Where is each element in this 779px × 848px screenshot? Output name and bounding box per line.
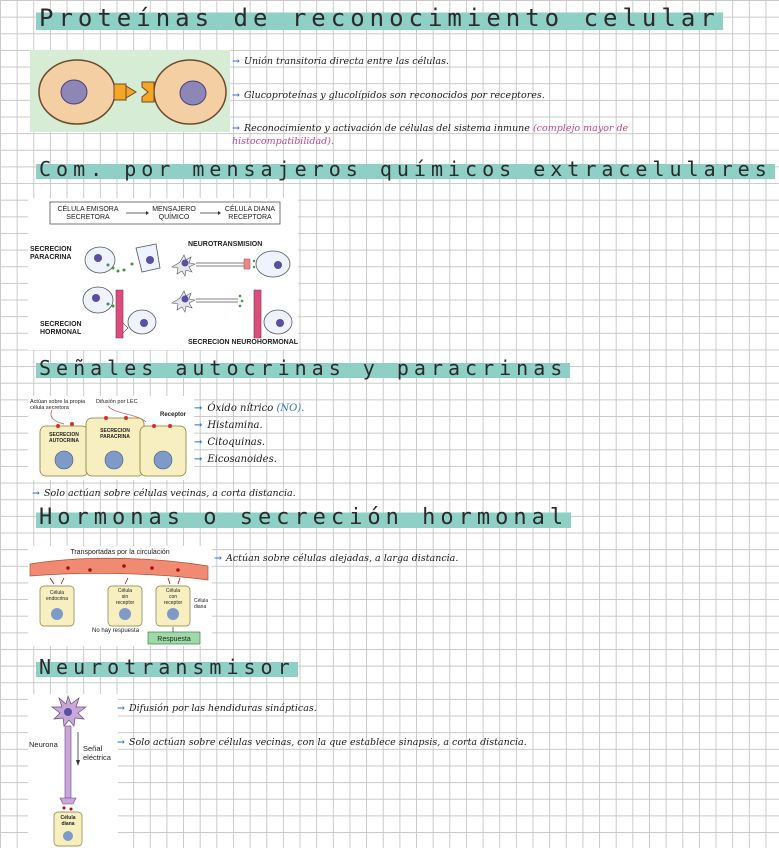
flow-emisora-2: SECRETORA — [66, 214, 110, 221]
autocrine-paracrine-figure — [28, 396, 194, 480]
fig-autocrina-2: AUTOCRINA — [49, 438, 79, 444]
flow-mensajero-1: MENSAJERO — [152, 206, 196, 213]
label-hormonal-1: SECRECION — [40, 321, 82, 328]
fig-actuan-2: célula secretora — [30, 405, 69, 411]
arrow-icon: → — [194, 454, 203, 465]
fig-diana-2: diana — [194, 604, 207, 610]
list-item: → Óxido nítrico (NO). — [194, 403, 305, 414]
fig-endocrina-1: Célula — [49, 590, 65, 596]
section-title-autocrinas: Señales autocrinas y paracrinas — [32, 356, 574, 380]
bullet-glucoproteinas: → Glucoproteínas y glucolípidos son reconocidos por receptores. — [232, 90, 545, 101]
flow-diana-2: RECEPTORA — [228, 214, 272, 221]
section-title-neurotransmisor: Neurotransmisor — [32, 655, 302, 679]
bullet-hendiduras: → Difusión por las hendiduras sinápticas. — [117, 703, 317, 714]
list-item: → Eicosanoides. — [194, 454, 277, 465]
fig-paracrina-2: PARACRINA — [100, 434, 130, 440]
arrow-icon: → — [232, 90, 240, 101]
flow-diana-1: CÉLULA DIANA — [224, 206, 276, 213]
bullet-union: → Unión transitoria directa entre las células. — [232, 56, 449, 67]
arrow-icon: → — [32, 488, 40, 499]
arrow-icon: → — [117, 703, 125, 714]
mediators-list — [194, 400, 304, 468]
arrow-icon: → — [194, 403, 203, 414]
arrow-icon: → — [232, 123, 240, 134]
section-title-hormonas: Hormonas o secreción hormonal — [32, 505, 575, 530]
label-paracrina-2: PARACRINA — [30, 254, 72, 261]
fig-conreceptor-1: Célula — [165, 588, 181, 594]
arrow-icon: → — [194, 420, 203, 431]
fig-diana-2: diana — [61, 821, 75, 827]
bullet-reconocimiento: → Reconocimiento y activación de células del sistema inmune (complejo mayor de histocompatibilidad). — [232, 123, 629, 147]
fig-transportadas: Transportadas por la circulación — [70, 549, 170, 556]
list-item: → Histamina. — [194, 420, 263, 431]
label-paracrina-1: SECRECION — [30, 246, 72, 253]
fig-diana-1: Célula — [60, 815, 76, 821]
fig-receptor: Receptor — [160, 412, 187, 418]
label-hormonal-2: HORMONAL — [40, 329, 82, 336]
section-title-proteinas: Proteínas de reconocimiento celular — [32, 4, 727, 32]
fig-nohay: No hay respuesta — [92, 628, 140, 634]
arrow-icon: → — [194, 437, 203, 448]
arrow-icon: → — [232, 56, 240, 67]
fig-diana-1: Célula — [194, 598, 209, 604]
fig-endocrina-2: endocrina — [46, 596, 68, 602]
flow-mensajero-2: QUÍMICO — [158, 214, 190, 221]
fig-senal-1: Señal — [83, 744, 103, 753]
messenger-types-figure — [28, 198, 298, 350]
arrow-icon: → — [214, 553, 222, 564]
fig-paracrina-1: SECRECION — [100, 428, 130, 434]
fig-autocrina-1: SECRECION — [49, 432, 79, 438]
fig-sinreceptor-2: sin — [121, 594, 129, 600]
label-neurohormonal: SECRECION NEUROHORMONAL — [188, 339, 299, 346]
neuron-figure — [28, 694, 118, 848]
fig-sinreceptor-1: Célula — [117, 588, 133, 594]
bullet-larga-distancia: → Actúan sobre células alejadas, a larga distancia. — [214, 553, 459, 564]
hormone-circulation-figure — [28, 546, 212, 646]
fig-neurona: Neurona — [29, 740, 58, 749]
fig-difusion: Difusión por LEC — [96, 399, 138, 405]
arrow-icon: → — [117, 737, 125, 748]
list-item: → Citoquinas. — [194, 437, 266, 448]
label-neurotransmision: NEUROTRANSMISION — [188, 241, 263, 248]
fig-conreceptor-3: receptor — [163, 600, 183, 606]
bullet-sinapsis: → Solo actúan sobre células vecinas, con la que establece sinapsis, a corta distancia. — [117, 737, 527, 748]
flow-emisora-1: CÉLULA EMISORA — [57, 206, 119, 213]
fig-sinreceptor-3: receptor — [115, 600, 135, 606]
fig-conreceptor-2: con — [168, 594, 178, 600]
section-title-mensajeros: Com. por mensajeros químicos extracelulares — [32, 157, 779, 181]
fig-actuan-1: Actúan sobre la propia — [30, 399, 86, 405]
bullet-corta-distancia: → Solo actúan sobre células vecinas, a corta distancia. — [32, 488, 296, 499]
fig-senal-2: eléctrica — [83, 753, 111, 762]
cell-recognition-figure — [30, 50, 230, 132]
fig-respuesta: Respuesta — [157, 636, 191, 643]
